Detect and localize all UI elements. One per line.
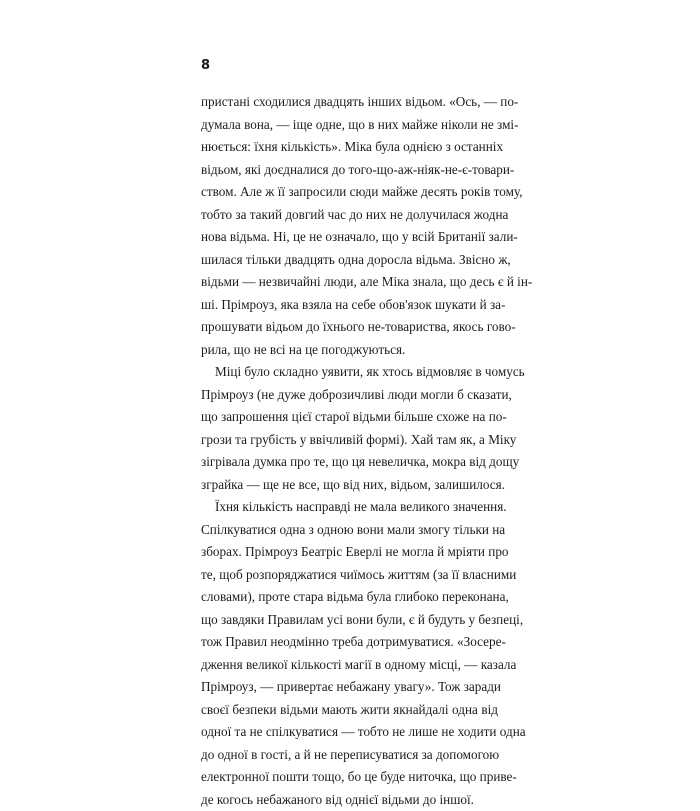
- text-line: відьми — незвичайні люди, але Міка знала, що десь є й ін-: [201, 271, 498, 294]
- text-line: ші. Прімроуз, яка взяла на себе обов'язок шукати й за-: [201, 294, 498, 317]
- text-line: зігрівала думка про те, що ця невеличка, мокра від дощу: [201, 451, 498, 474]
- text-line: зборах. Прімроуз Беатріс Еверлі не могла й мріяти про: [201, 541, 498, 564]
- text-body: [201, 91, 498, 811]
- page-number: 8: [201, 58, 210, 74]
- text-line: електронної пошти тощо, бо це буде ниточка, що приве-: [201, 766, 498, 789]
- text-line: Прімроуз (не дуже доброзичливі люди могли б сказати,: [201, 384, 498, 407]
- text-line: думала вона, — іще одне, що в них майже ніколи не змі-: [201, 114, 498, 137]
- text-line: де когось небажаного від однієї відьми до іншої.: [201, 789, 498, 811]
- text-line: пристані сходилися двадцять інших відьом. «Ось, — по-: [201, 91, 498, 114]
- text-line: те, щоб розпоряджатися чиїмось життям (за її власними: [201, 564, 498, 587]
- text-line: шилася тільки двадцять одна доросла відьма. Звісно ж,: [201, 249, 498, 272]
- text-line: відьом, які доєдналися до того-що-аж-ніяк-не-є-товари-: [201, 159, 498, 182]
- text-line: зграйка — ще не все, що від них, відьом, залишилося.: [201, 474, 498, 497]
- text-line: Прімроуз, — привертає небажану увагу». Тож заради: [201, 676, 498, 699]
- text-line: одної та не спілкуватися — тобто не лише не ходити одна: [201, 721, 498, 744]
- text-line: прошувати відьом до їхнього не-товариства, якось гово-: [201, 316, 498, 339]
- text-line: Спілкуватися одна з одною вони мали змогу тільки на: [201, 519, 498, 542]
- text-line: тобто за такий довгий час до них не долучилася жодна: [201, 204, 498, 227]
- text-line: своєї безпеки відьми мають жити якнайдалі одна від: [201, 699, 498, 722]
- text-line: ством. Але ж її запросили сюди майже десять років тому,: [201, 181, 498, 204]
- text-line: тож Правил неодмінно треба дотримуватися. «Зосере-: [201, 631, 498, 654]
- text-line: дження великої кількості магії в одному місці, — казала: [201, 654, 498, 677]
- text-line: що завдяки Правилам усі вони були, є й будуть у безпеці,: [201, 609, 498, 632]
- text-line: що запрошення цієї старої відьми більше схоже на по-: [201, 406, 498, 429]
- text-line: нюється: їхня кількість». Міка була однією з останніх: [201, 136, 498, 159]
- text-line: Міці було складно уявити, як хтось відмовляє в чомусь: [201, 361, 498, 384]
- text-line: грози та грубість у ввічливій формі). Хай там як, а Міку: [201, 429, 498, 452]
- text-line: словами), проте стара відьма була глибоко переконана,: [201, 586, 498, 609]
- text-line: рила, що не всі на це погоджуються.: [201, 339, 498, 362]
- text-line: Їхня кількість насправді не мала великого значення.: [201, 496, 498, 519]
- text-line: нова відьма. Ні, це не означало, що у всій Британії зали-: [201, 226, 498, 249]
- text-line: до одної в гості, а й не переписуватися за допомогою: [201, 744, 498, 767]
